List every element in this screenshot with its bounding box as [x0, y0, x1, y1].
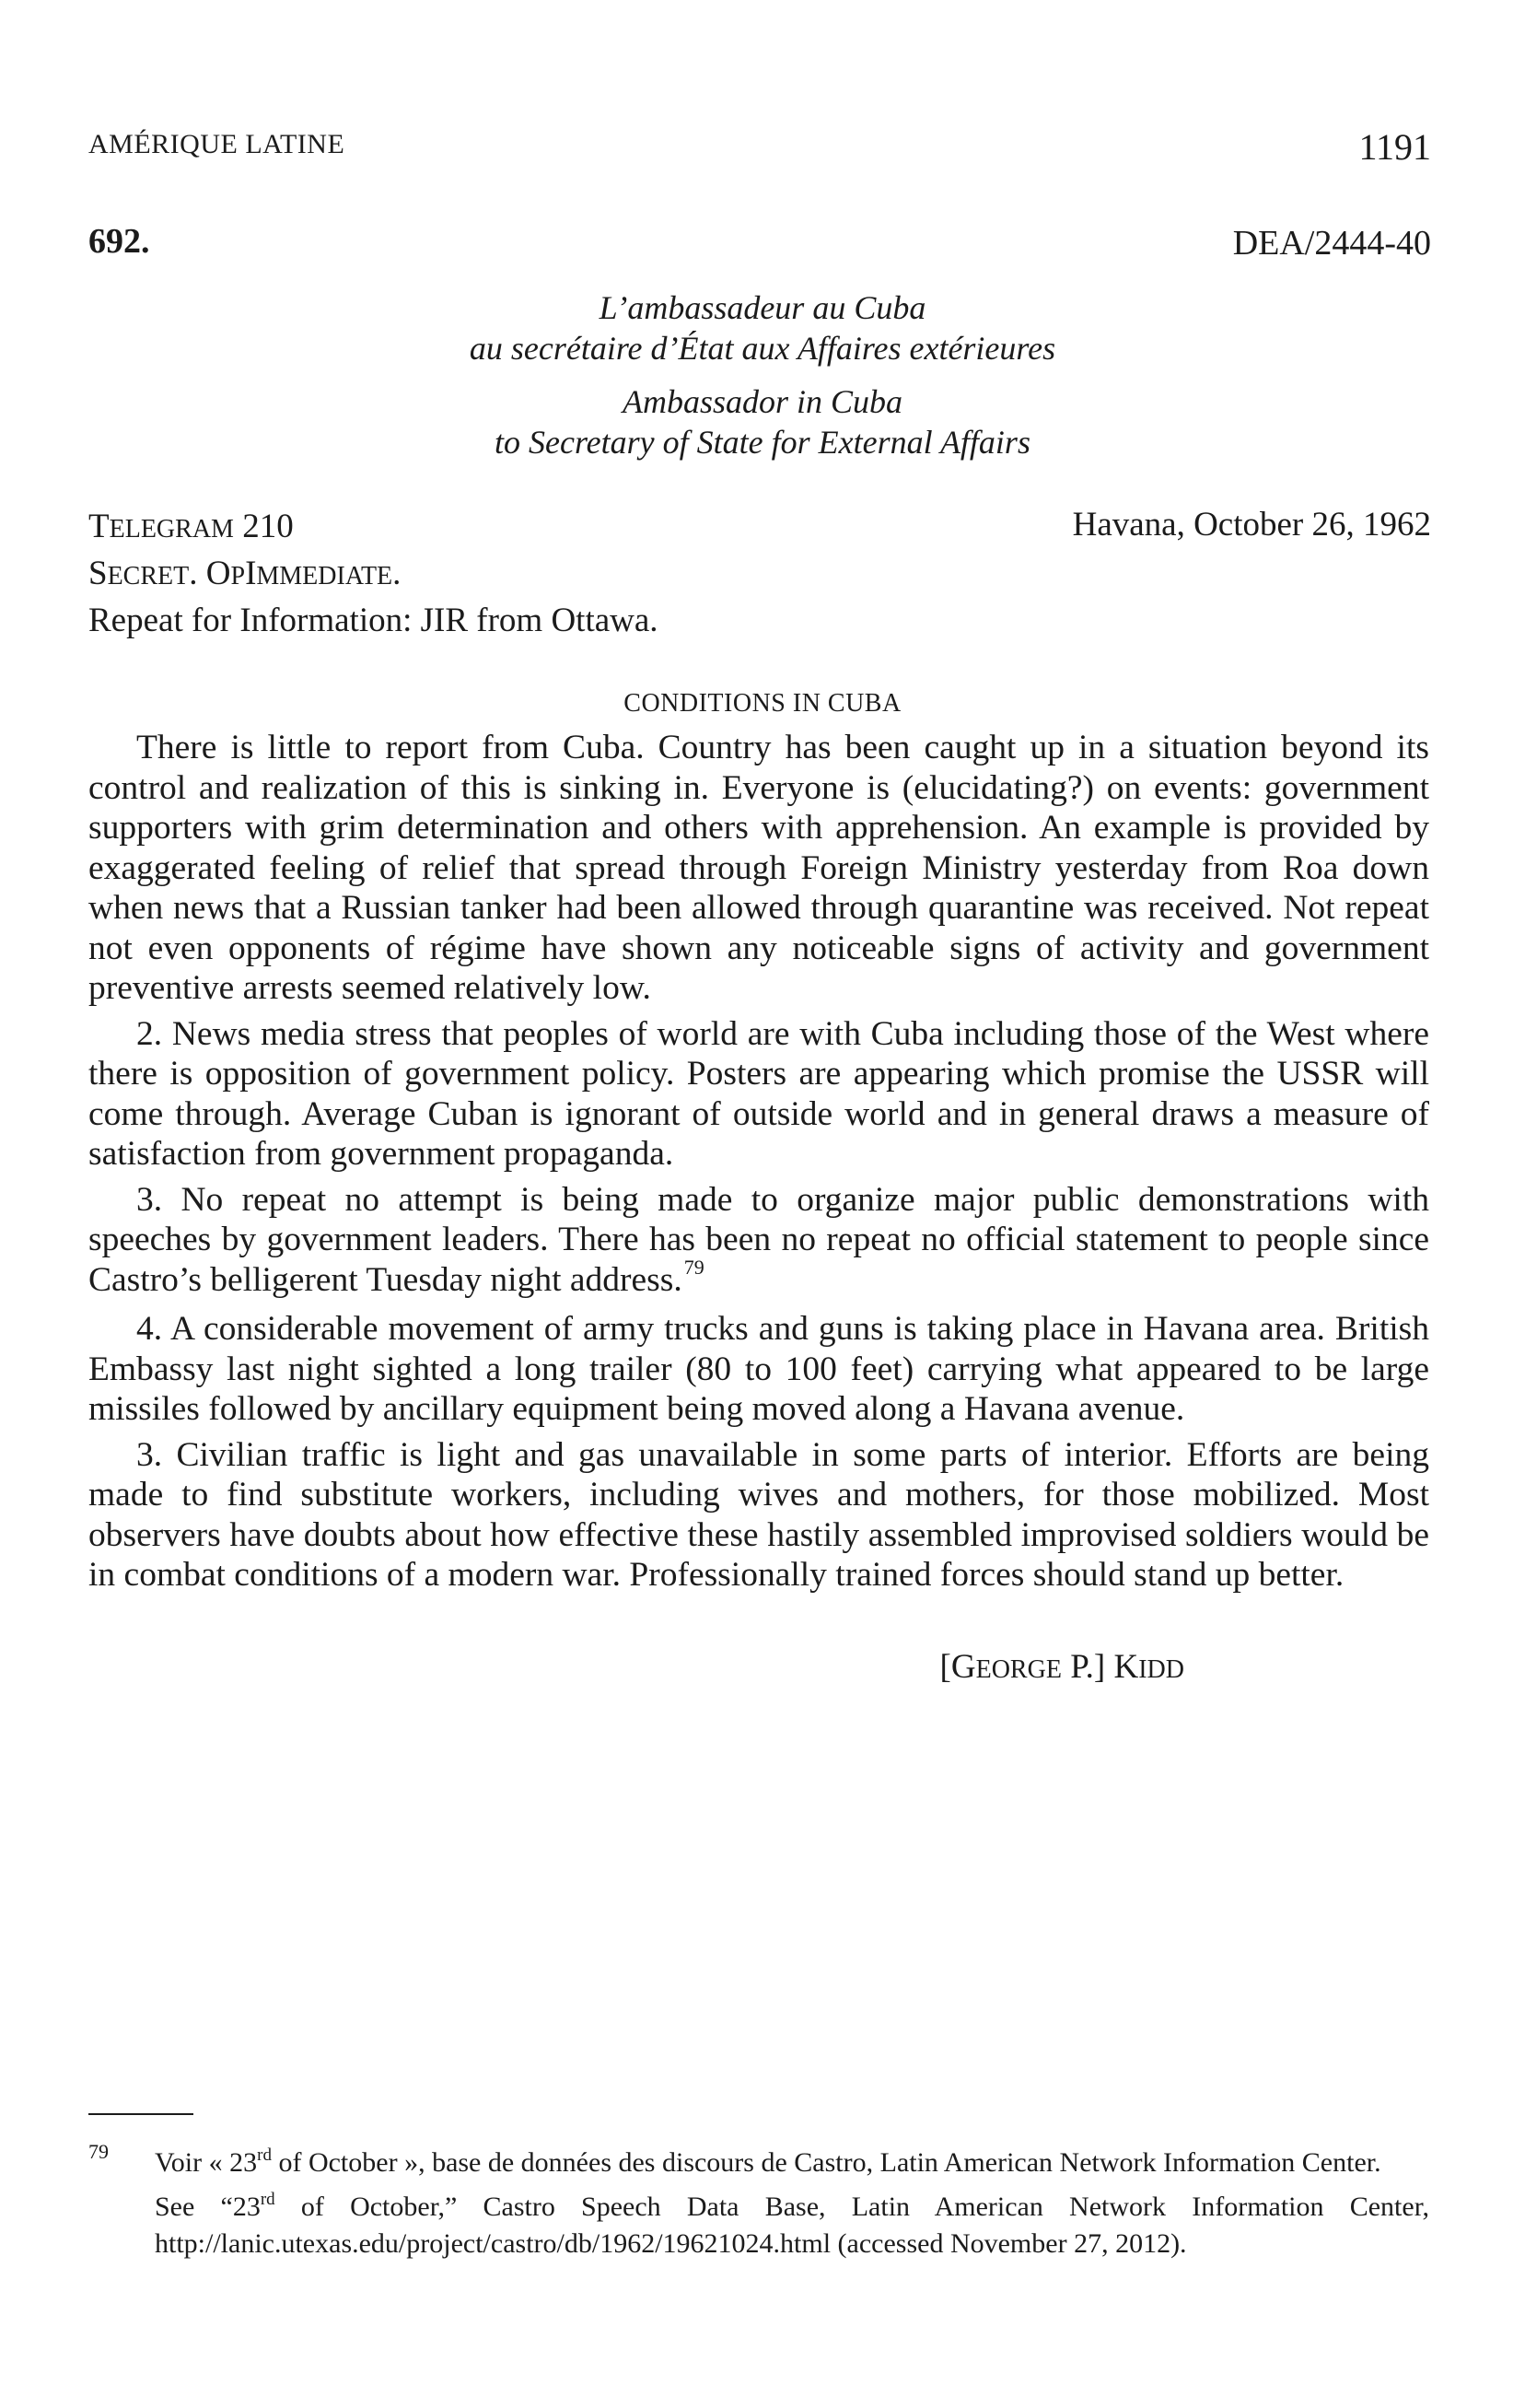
paragraph: 3. Civilian traffic is light and gas unavailable in some parts of interior. Efforts are being made to find substitute workers, including wives and mothers, for those mobilized. Most observers have doubts about how effective these hastily assembled improvised soldiers would be in combat conditions of a modern war. Professionally trained forces should stand up better.: [88, 1435, 1429, 1594]
addressee-english-line-2: to Secretary of State for External Affairs: [495, 424, 1030, 461]
addressee-french: [0, 287, 1525, 368]
signature: [GEORGE P.] KIDD: [939, 1648, 1184, 1686]
addressee-french-line-1: L’ambassadeur au Cuba: [599, 289, 926, 326]
footnotes: [88, 2133, 1429, 2262]
place-date: Havana, October 26, 1962: [1072, 506, 1431, 544]
footnote-english: See “23rd of October,” Castro Speech Data Base, Latin American Network Information Center, http://lanic.utexas.edu/project/castro/db/1962/19621024.html (accessed November 27, 2012).: [155, 2190, 1429, 2259]
addressee-english: [0, 381, 1525, 462]
page-number: 1191: [1358, 126, 1431, 168]
section-title: CONDITIONS IN CUBA: [623, 689, 902, 718]
paragraph: 3. No repeat no attempt is being made to organize major public demonstrations with speeches by government leaders. There has been no repeat no official statement to people since Castro’s belligerent Tuesday night address.$^{79}$: [88, 1180, 1429, 1299]
paragraph: There is little to report from Cuba. Country has been caught up in a situation beyond its control and realization of this is sinking in. Everyone is (elucidating?) on events: government supporters with grim determination and others with apprehension. An example is provided by exaggerated feeling of relief that spread through Foreign Ministry yesterday from Roa down when news that a Russian tanker had been allowed through quarantine was received. Not repeat not even opponents of régime have shown any noticeable signs of activity and government preventive arrests seemed relatively low.: [88, 729, 1429, 1007]
paragraph: 2. News media stress that peoples of world are with Cuba including those of the West where there is opposition of government policy. Posters are appearing which promise the USSR will come through. Average Cuban is ignorant of outside world and in general draws a measure of satisfaction from government propaganda.: [88, 1014, 1429, 1173]
paragraph: 4. A considerable movement of army trucks and guns is taking place in Havana area. British Embassy last night sighted a long trailer (80 to 100 feet) carrying what appeared to be large missiles followed by ancillary equipment being moved along a Havana avenue.: [88, 1310, 1429, 1428]
telegram-header: [88, 505, 658, 643]
footnote-french: 79 Voir « 23rd of October », base de données des discours de Castro, Latin American Network Information Center.: [88, 2133, 1429, 2181]
addressee-english-line-1: Ambassador in Cuba: [622, 383, 903, 420]
running-head: AMÉRIQUE LATINE: [88, 129, 345, 159]
classification: SECRET. OPIMMEDIATE.: [88, 555, 402, 592]
file-reference: DEA/2444-40: [1232, 224, 1431, 263]
footnote-divider: [88, 2113, 193, 2115]
telegram-label: TELEGRAM 210: [88, 508, 294, 545]
repeat-line: Repeat for Information: JIR from Ottawa.: [88, 602, 658, 639]
footnote-marker: 79: [88, 2140, 109, 2163]
telegram-body: [88, 728, 1429, 1601]
addressee-french-line-2: au secrétaire d’État aux Affaires extérieures: [469, 330, 1056, 367]
document-number: 692.: [88, 222, 150, 261]
footnote-reference[interactable]: 79: [683, 1255, 704, 1279]
